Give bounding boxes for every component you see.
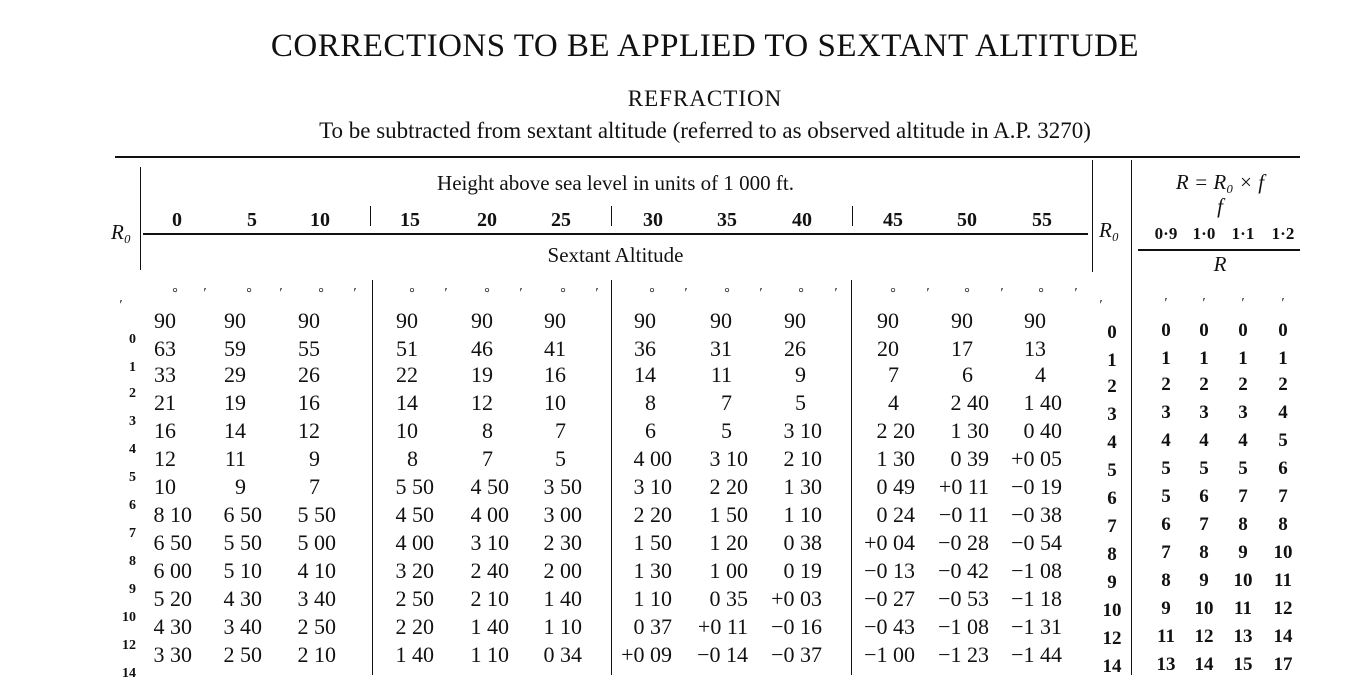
r-value: 5 [1161, 458, 1171, 479]
row-label: 9 [129, 582, 136, 597]
minute-mark: ′ [759, 286, 763, 301]
r-value: 8 [1238, 514, 1248, 535]
table-cell: 90 [544, 308, 566, 333]
formula-label: R = R₀ × f [1175, 170, 1265, 194]
minute-mark: ′ [1241, 296, 1245, 311]
table-cell: −1 18 [1011, 586, 1062, 611]
ro-value: 1 [1107, 350, 1117, 371]
table-cell: 0 39 [950, 446, 989, 471]
table-cell: 16 [154, 418, 176, 443]
f-value: 0·9 [1154, 224, 1178, 243]
minute-mark: ′ [684, 286, 688, 301]
table-cell: 0 34 [543, 642, 582, 667]
table-cell: 19 [471, 362, 493, 387]
r-value: 5 [1199, 458, 1209, 479]
table-cell: 1 50 [709, 502, 748, 527]
r0-header-label: R₀ [111, 220, 132, 244]
r-value: 0 [1238, 320, 1248, 341]
degree-mark: ° [246, 286, 252, 301]
left-column-rule [140, 167, 141, 270]
table-cell: 11 [710, 362, 732, 387]
minute-mark: ′ [119, 298, 123, 313]
table-cell: 2 20 [633, 502, 672, 527]
table-cell: 5 [555, 446, 566, 471]
degree-mark: ° [409, 286, 415, 301]
table-cell: 16 [298, 390, 320, 415]
table-cell: 5 50 [395, 474, 434, 499]
r-value: 3 [1238, 402, 1248, 423]
table-cell: 21 [154, 390, 176, 415]
table-cell: 9 [235, 474, 246, 499]
f-value: 1·1 [1231, 224, 1255, 243]
r-value: 9 [1161, 598, 1171, 619]
r-value: 3 [1199, 402, 1209, 423]
table-cell: 4 00 [395, 530, 434, 555]
ro-value: 14 [1102, 656, 1122, 677]
r-value: 9 [1238, 542, 1248, 563]
table-cell: 31 [710, 336, 732, 361]
r-fraction-rule [1138, 249, 1300, 251]
r-value: 7 [1278, 486, 1288, 507]
row-label: 14 [122, 666, 136, 681]
ro-value: 2 [1107, 376, 1117, 397]
table-cell: 4 30 [153, 614, 192, 639]
table-cell: 5 20 [153, 586, 192, 611]
table-top-rule [115, 156, 1300, 158]
row-label: 2 [129, 386, 136, 401]
minute-mark: ′ [353, 286, 357, 301]
table-cell: 7 [309, 474, 320, 499]
r-value: 4 [1161, 430, 1171, 451]
table-cell: 90 [471, 308, 493, 333]
table-cell: 2 00 [543, 558, 582, 583]
table-cell: 7 [721, 390, 732, 415]
height-value: 55 [1032, 209, 1052, 231]
table-cell: 10 [396, 418, 418, 443]
table-cell: 2 30 [543, 530, 582, 555]
degree-mark: ° [890, 286, 896, 301]
table-cell: 2 10 [470, 586, 509, 611]
ro-value: 4 [1107, 432, 1117, 453]
table-cell: 2 50 [223, 642, 262, 667]
table-cell: 90 [1024, 308, 1046, 333]
r-value: 2 [1199, 374, 1209, 395]
height-value: 25 [551, 209, 571, 231]
table-cell: 10 [544, 390, 566, 415]
table-cell: 10 [154, 474, 176, 499]
height-value: 50 [957, 209, 977, 231]
table-cell: 12 [471, 390, 493, 415]
row-label: 8 [129, 554, 136, 569]
table-cell: −1 23 [938, 642, 989, 667]
r-value: 0 [1161, 320, 1171, 341]
degree-mark: ° [649, 286, 655, 301]
ro-column-header: R₀ [1099, 218, 1120, 242]
ro-value: 8 [1107, 544, 1117, 565]
table-cell: 90 [877, 308, 899, 333]
table-cell: 0 19 [783, 558, 822, 583]
r-value: 10 [1273, 542, 1293, 563]
table-cell: 26 [298, 362, 320, 387]
r-value: 11 [1157, 626, 1175, 647]
r-value: 3 [1161, 402, 1171, 423]
table-cell: 0 37 [633, 614, 672, 639]
r-value: 12 [1273, 598, 1293, 619]
table-cell: 2 10 [297, 642, 336, 667]
row-label: 0 [129, 332, 136, 347]
table-cell: 0 49 [876, 474, 915, 499]
table-cell: +0 05 [1011, 446, 1062, 471]
height-value: 20 [477, 209, 497, 231]
table-cell: 5 50 [297, 502, 336, 527]
r-value: 1 [1161, 348, 1171, 369]
table-cell: 6 00 [153, 558, 192, 583]
ro-value: 0 [1107, 322, 1117, 343]
table-cell: −0 54 [1011, 530, 1062, 555]
table-cell: 3 10 [709, 446, 748, 471]
r-value: 6 [1278, 458, 1288, 479]
table-cell: 2 40 [470, 558, 509, 583]
r-value: 8 [1278, 514, 1288, 535]
table-cell: 5 50 [223, 530, 262, 555]
ro-value: 3 [1107, 404, 1117, 425]
group-divider-2 [611, 206, 612, 226]
r-value: 4 [1199, 430, 1209, 451]
table-cell: 22 [396, 362, 418, 387]
table-cell: 3 10 [783, 418, 822, 443]
table-cell: −0 53 [938, 586, 989, 611]
degree-mark: ° [318, 286, 324, 301]
table-cell: 16 [544, 362, 566, 387]
table-cell: 3 40 [297, 586, 336, 611]
r-value: 5 [1161, 486, 1171, 507]
r-value: 11 [1274, 570, 1292, 591]
table-cell: −0 38 [1011, 502, 1062, 527]
r-value: 10 [1194, 598, 1214, 619]
table-cell: 1 50 [633, 530, 672, 555]
r-value: 17 [1273, 654, 1293, 675]
table-cell: 14 [396, 390, 418, 415]
ro-value: 10 [1102, 600, 1122, 621]
table-cell: 90 [951, 308, 973, 333]
table-cell: 5 10 [223, 558, 262, 583]
table-cell: 2 50 [297, 614, 336, 639]
table-cell: 9 [309, 446, 320, 471]
table-cell: 26 [784, 336, 806, 361]
table-cell: 51 [396, 336, 418, 361]
table-cell: −0 13 [864, 558, 915, 583]
r-value: 8 [1161, 570, 1171, 591]
r-value: 2 [1278, 374, 1288, 395]
r-value: 15 [1233, 654, 1253, 675]
table-cell: 0 24 [876, 502, 915, 527]
minute-mark: ′ [279, 286, 283, 301]
table-cell: 1 20 [709, 530, 748, 555]
table-cell: 5 00 [297, 530, 336, 555]
table-cell: 4 50 [470, 474, 509, 499]
group-divider-3 [852, 206, 853, 226]
minute-mark: ′ [1074, 286, 1078, 301]
table-cell: 1 30 [950, 418, 989, 443]
row-label: 4 [129, 442, 136, 457]
table-cell: 4 00 [470, 502, 509, 527]
table-cell: 7 [482, 446, 493, 471]
table-cell: 90 [710, 308, 732, 333]
minute-mark: ′ [444, 286, 448, 301]
table-cell: 90 [154, 308, 176, 333]
table-cell: 7 [555, 418, 566, 443]
table-cell: 6 50 [223, 502, 262, 527]
table-cell: 5 [795, 390, 806, 415]
table-cell: 0 38 [783, 530, 822, 555]
height-value: 30 [643, 209, 663, 231]
degree-mark: ° [798, 286, 804, 301]
r-value: 13 [1156, 654, 1176, 675]
r-value: 9 [1199, 570, 1209, 591]
degree-mark: ° [724, 286, 730, 301]
table-cell: 59 [224, 336, 246, 361]
table-cell: −0 27 [864, 586, 915, 611]
row-label: 12 [122, 638, 136, 653]
table-cell: 3 50 [543, 474, 582, 499]
table-cell: 1 10 [633, 586, 672, 611]
table-cell: −0 11 [938, 502, 989, 527]
section-subtitle: REFRACTION [627, 86, 783, 111]
table-cell: 46 [471, 336, 493, 361]
height-value: 40 [792, 209, 812, 231]
table-cell: 4 [1035, 362, 1046, 387]
minute-mark: ′ [519, 286, 523, 301]
r-value: 5 [1278, 430, 1288, 451]
table-cell: 14 [634, 362, 656, 387]
r-value: 1 [1278, 348, 1288, 369]
r-value: 0 [1199, 320, 1209, 341]
table-cell: 2 40 [950, 390, 989, 415]
table-cell: 4 10 [297, 558, 336, 583]
table-cell: +0 11 [697, 614, 748, 639]
r-value: 8 [1199, 542, 1209, 563]
ro-value: 5 [1107, 460, 1117, 481]
minute-mark: ′ [1281, 296, 1285, 311]
table-cell: 4 50 [395, 502, 434, 527]
r-value: 2 [1161, 374, 1171, 395]
row-label: 7 [129, 526, 136, 541]
table-cell: 2 20 [876, 418, 915, 443]
degree-mark: ° [560, 286, 566, 301]
table-cell: 0 35 [709, 586, 748, 611]
minute-mark: ′ [1202, 296, 1206, 311]
table-cell: 17 [951, 336, 973, 361]
table-cell: 4 00 [633, 446, 672, 471]
table-cell: 63 [154, 336, 176, 361]
table-cell: 14 [224, 418, 246, 443]
r-value: 0 [1278, 320, 1288, 341]
table-cell: 8 [645, 390, 656, 415]
table-cell: 1 40 [470, 614, 509, 639]
r-value: 4 [1238, 430, 1248, 451]
table-cell: 55 [298, 336, 320, 361]
r-value: 13 [1233, 626, 1253, 647]
minute-mark: ′ [1164, 296, 1168, 311]
table-cell: −1 00 [864, 642, 915, 667]
minute-mark: ′ [834, 286, 838, 301]
row-label: 6 [129, 498, 136, 513]
table-cell: 8 10 [153, 502, 192, 527]
table-cell: 90 [396, 308, 418, 333]
r-value: 6 [1161, 514, 1171, 535]
table-cell: 6 [962, 362, 973, 387]
table-cell: 12 [298, 418, 320, 443]
table-cell: 20 [877, 336, 899, 361]
table-cell: 90 [298, 308, 320, 333]
r-value: 2 [1238, 374, 1248, 395]
row-label: 10 [122, 610, 136, 625]
table-cell: +0 11 [938, 474, 989, 499]
r-value: 11 [1234, 598, 1252, 619]
table-cell: 1 10 [783, 502, 822, 527]
r-value: 14 [1194, 654, 1214, 675]
table-cell: 19 [224, 390, 246, 415]
height-value: 35 [717, 209, 737, 231]
table-cell: 1 40 [543, 586, 582, 611]
r-value: 4 [1278, 402, 1288, 423]
r-value: 7 [1238, 486, 1248, 507]
table-cell: 90 [784, 308, 806, 333]
row-label: 1 [129, 360, 136, 375]
table-cell: 1 40 [395, 642, 434, 667]
instruction-note: To be subtracted from sextant altitude (referred to as observed altitude in A.P. 3270) [319, 118, 1091, 143]
f-value: 1·2 [1271, 224, 1295, 243]
table-cell: 2 20 [709, 474, 748, 499]
r-value: 7 [1199, 514, 1209, 535]
degree-mark: ° [964, 286, 970, 301]
f-label: f [1217, 194, 1223, 218]
table-cell: 1 30 [783, 474, 822, 499]
f-value: 1·0 [1192, 224, 1216, 243]
table-cell: −0 19 [1011, 474, 1062, 499]
table-cell: 2 50 [395, 586, 434, 611]
table-cell: −0 14 [697, 642, 748, 667]
ro-left-rule [1092, 160, 1093, 272]
height-value: 45 [883, 209, 903, 231]
minute-mark: ′ [1000, 286, 1004, 301]
table-cell: 1 40 [1023, 390, 1062, 415]
minute-mark: ′ [1099, 298, 1103, 313]
table-cell: −0 43 [864, 614, 915, 639]
table-cell: 33 [154, 362, 176, 387]
r-value: 10 [1233, 570, 1253, 591]
table-cell: −1 44 [1011, 642, 1062, 667]
ro-value: 7 [1107, 516, 1117, 537]
table-cell: 8 [482, 418, 493, 443]
table-cell: 0 40 [1023, 418, 1062, 443]
ro-value: 9 [1107, 572, 1117, 593]
ro-value: 6 [1107, 488, 1117, 509]
r-value: 12 [1194, 626, 1214, 647]
table-cell: −1 08 [938, 614, 989, 639]
r-value: 7 [1161, 542, 1171, 563]
table-cell: +0 09 [621, 642, 672, 667]
table-cell: 6 50 [153, 530, 192, 555]
table-cell: +0 04 [864, 530, 915, 555]
table-cell: 1 30 [876, 446, 915, 471]
degree-mark: ° [172, 286, 178, 301]
table-cell: 36 [634, 336, 656, 361]
table-cell: 6 [645, 418, 656, 443]
table-cell: +0 03 [771, 586, 822, 611]
table-cell: 9 [795, 362, 806, 387]
ro-value: 12 [1102, 628, 1122, 649]
degree-mark: ° [1038, 286, 1044, 301]
height-value: 10 [310, 209, 330, 231]
height-value: 5 [247, 209, 257, 231]
minute-mark: ′ [595, 286, 599, 301]
table-cell: 7 [888, 362, 899, 387]
table-cell: 4 [888, 390, 899, 415]
table-cell: 1 10 [470, 642, 509, 667]
table-cell: −0 37 [771, 642, 822, 667]
minute-mark: ′ [203, 286, 207, 301]
group-divider-1 [370, 206, 371, 226]
table-cell: 12 [154, 446, 176, 471]
table-cell: −0 16 [771, 614, 822, 639]
r-label: R [1213, 252, 1227, 276]
r-value: 14 [1273, 626, 1293, 647]
table-cell: 3 20 [395, 558, 434, 583]
r-value: 6 [1199, 486, 1209, 507]
table-cell: 3 40 [223, 614, 262, 639]
table-cell: −0 28 [938, 530, 989, 555]
table-cell: 3 10 [633, 474, 672, 499]
height-value: 0 [172, 209, 182, 231]
degree-mark: ° [484, 286, 490, 301]
row-label: 5 [129, 470, 136, 485]
height-header-rule [143, 233, 1088, 235]
r-value: 5 [1238, 458, 1248, 479]
table-cell: 90 [224, 308, 246, 333]
table-cell: 3 30 [153, 642, 192, 667]
table-cell: 11 [224, 446, 246, 471]
sextant-altitude-label: Sextant Altitude [547, 243, 684, 267]
r-value: 1 [1199, 348, 1209, 369]
table-cell: −0 42 [938, 558, 989, 583]
table-cell: 1 10 [543, 614, 582, 639]
table-cell: 13 [1024, 336, 1046, 361]
table-cell: 8 [407, 446, 418, 471]
page-title: CORRECTIONS TO BE APPLIED TO SEXTANT ALTITUDE [270, 28, 1140, 64]
height-value: 15 [400, 209, 420, 231]
table-cell: 90 [634, 308, 656, 333]
table-cell: 2 10 [783, 446, 822, 471]
table-cell: −1 31 [1011, 614, 1062, 639]
table-cell: 1 00 [709, 558, 748, 583]
table-cell: 3 00 [543, 502, 582, 527]
table-cell: 5 [721, 418, 732, 443]
table-cell: 1 30 [633, 558, 672, 583]
table-cell: 2 20 [395, 614, 434, 639]
table-cell: −1 08 [1011, 558, 1062, 583]
table-cell: 4 30 [223, 586, 262, 611]
row-label: 3 [129, 414, 136, 429]
table-cell: 41 [544, 336, 566, 361]
height-header-label: Height above sea level in units of 1 000 ft. [437, 171, 794, 195]
table-cell: 3 10 [470, 530, 509, 555]
r-value: 1 [1238, 348, 1248, 369]
table-cell: 29 [224, 362, 246, 387]
minute-mark: ′ [926, 286, 930, 301]
